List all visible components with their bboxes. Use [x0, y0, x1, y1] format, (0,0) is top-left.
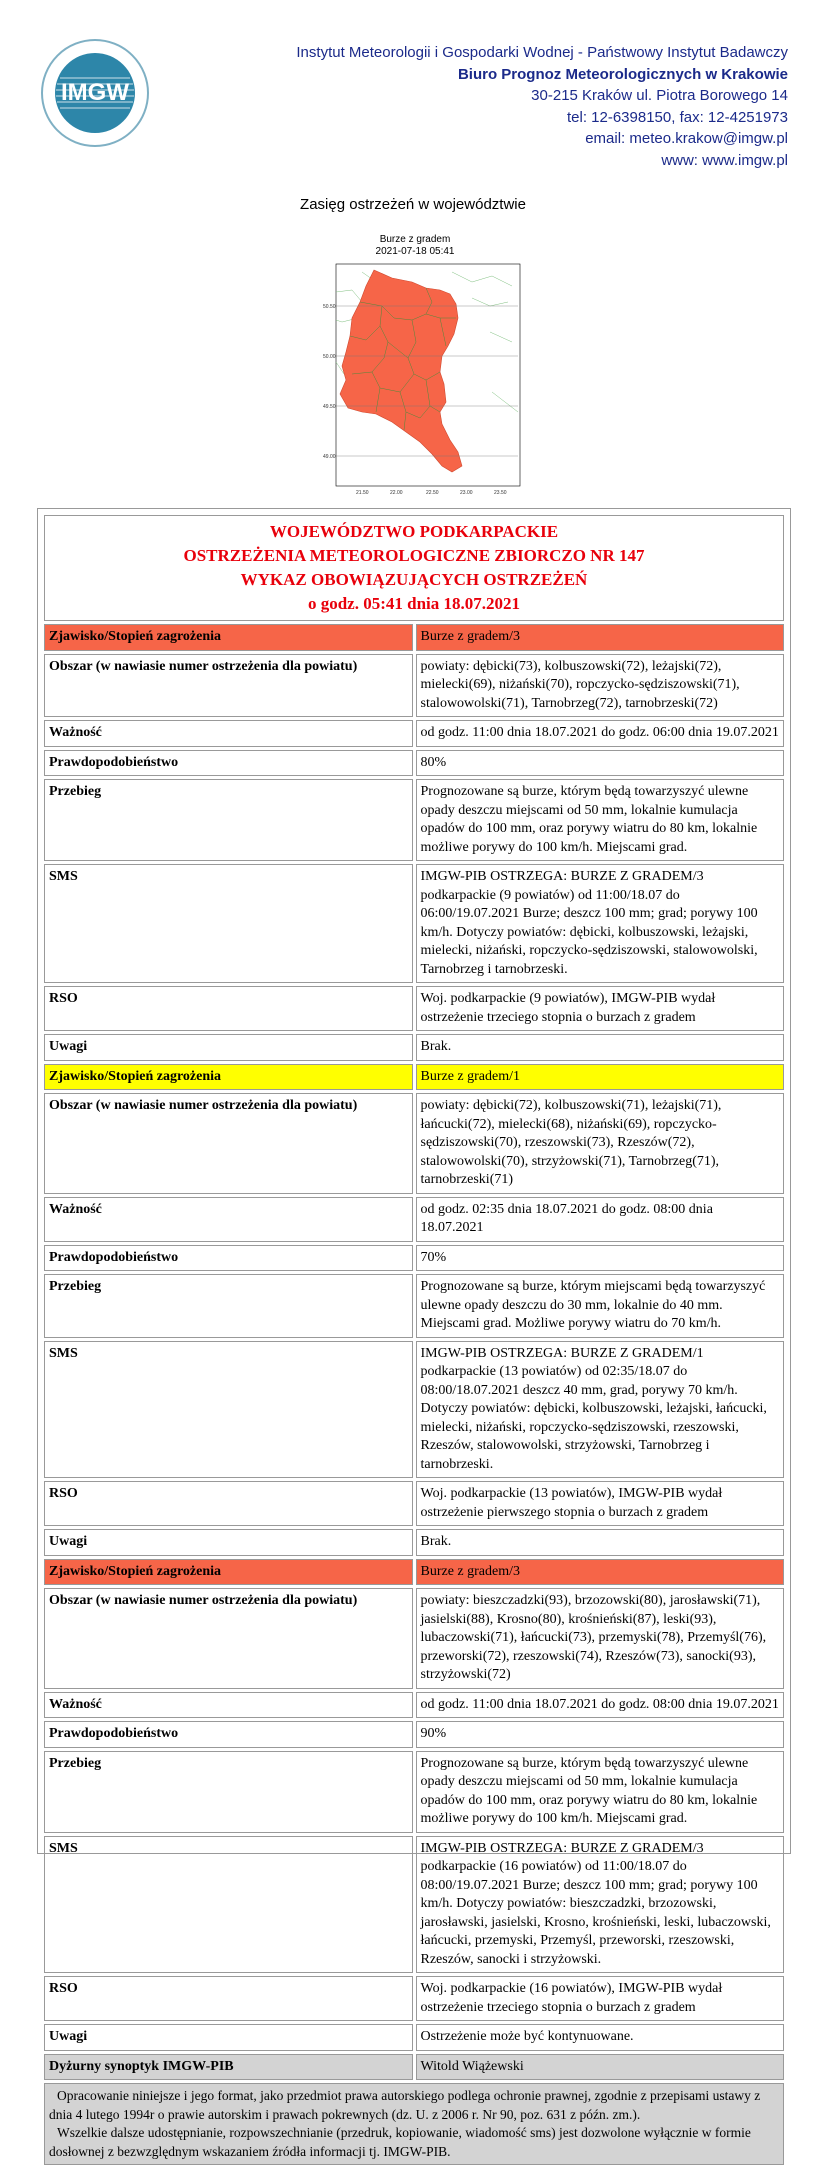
table-row: [44, 1559, 784, 1586]
sms-value: IMGW-PIB OSTRZEGA: BURZE Z GRADEM/1 podkarpackie (13 powiatów) od 02:35/18.07 do 08:00/18.07.2021 deszcz 40 mm, grad, porywy 70 km/h. Dotyczy powiatów: dębicki, kolbuszowski, leżajski, łańcucki, mielecki, niżański, ropczycko-sędziszowski, rzeszowski, Rzeszów, stalowowolski, strzyżowski, Tarnobrzeg i tarnobrzeski.: [416, 1341, 785, 1479]
sms-value: IMGW-PIB OSTRZEGA: BURZE Z GRADEM/3 podkarpackie (9 powiatów) od 11:00/18.07 do 06:00/19.07.2021 Burze; deszcz 100 mm; grad; porywy 100 km/h. Dotyczy powiatów: dębicki, kolbuszowski, leżajski, mielecki, niżański, ropczycko-sędziszowski, stalowowolski, Tarnobrzeg i tarnobrzeski.: [416, 864, 785, 983]
table-row: [44, 1197, 784, 1242]
sms-label: SMS: [44, 1341, 413, 1479]
probability-label: Prawdopodobieństwo: [44, 1721, 413, 1748]
remarks-value: Brak.: [416, 1034, 785, 1061]
table-row: [44, 1093, 784, 1194]
table-row: [44, 720, 784, 747]
address: 30-215 Kraków ul. Piotra Borowego 14: [531, 87, 788, 104]
office-name: Biuro Prognoz Meteorologicznych w Krakowie: [457, 65, 788, 83]
table-row: [44, 654, 784, 718]
page-subtitle: Zasięg ostrzeżeń w województwie: [300, 196, 526, 213]
logo-text: IMGW: [61, 79, 129, 106]
table-row: [44, 1341, 784, 1479]
phenomenon-value: Burze z gradem/1: [416, 1064, 785, 1091]
table-row: [44, 1245, 784, 1272]
x-tick: 23.50: [494, 490, 507, 496]
rso-value: Woj. podkarpackie (9 powiatów), IMGW-PIB wydał ostrzeżenie trzeciego stopnia o burzach z gradem: [416, 986, 785, 1031]
area-label: Obszar (w nawiasie numer ostrzeżenia dla powiatu): [44, 1588, 413, 1689]
document-title: [44, 515, 784, 621]
remarks-label: Uwagi: [44, 2024, 413, 2051]
table-row: [44, 1529, 784, 1556]
table-row: [44, 1692, 784, 1719]
table-row: [44, 1976, 784, 2021]
table-row: [44, 1274, 784, 1338]
course-value: Prognozowane są burze, którym będą towarzyszyć ulewne opady deszczu miejscami od 50 mm, lokalnie kumulacja opadów do 100 mm, oraz porywy wiatru do 80 km, lokalnie możliwe porywy do 100 km/h. Miejscami grad.: [416, 779, 785, 861]
warning-map: [322, 262, 522, 500]
sms-label: SMS: [44, 1836, 413, 1974]
sms-label: SMS: [44, 864, 413, 983]
rso-label: RSO: [44, 986, 413, 1031]
table-row: [44, 2024, 784, 2051]
title-row: [44, 515, 784, 621]
rso-label: RSO: [44, 1976, 413, 2021]
distribution-paragraph: Wszelkie dalsze udostępnianie, rozpowszechnianie (przedruk, kopiowanie, wiadomość sms) jest dozwolone wyłącznie w formie dosłownej z bezwzględnym wskazaniem źródła informacji tj. IMGW-PIB.: [49, 2125, 751, 2159]
title-region: WOJEWÓDZTWO PODKARPACKIE: [269, 522, 559, 541]
duty-row: [44, 2054, 784, 2081]
table-row: [44, 1034, 784, 1061]
remarks-value: Brak.: [416, 1529, 785, 1556]
table-row: [44, 1064, 784, 1091]
table-row: [44, 864, 784, 983]
probability-label: Prawdopodobieństwo: [44, 750, 413, 777]
validity-value: od godz. 11:00 dnia 18.07.2021 do godz. 06:00 dnia 19.07.2021: [416, 720, 785, 747]
institute-name: Instytut Meteorologii i Gospodarki Wodnej - Państwowy Instytut Badawczy: [296, 44, 788, 61]
area-value: powiaty: dębicki(73), kolbuszowski(72), leżajski(72), mielecki(69), niżański(70), ropczycko-sędziszowski(71), stalowowolski(71), Tarnobrzeg(72), tarnobrzeski(72): [416, 654, 785, 718]
course-label: Przebieg: [44, 779, 413, 861]
map-caption-title: Burze z gradem: [379, 234, 451, 245]
title-list: WYKAZ OBOWIĄZUJĄCYCH OSTRZEŻEŃ: [240, 570, 588, 589]
phenomenon-value: Burze z gradem/3: [416, 1559, 785, 1586]
table-row: [44, 1481, 784, 1526]
institute-info: [296, 42, 788, 171]
phenomenon-label: Zjawisko/Stopień zagrożenia: [44, 1064, 413, 1091]
phenomenon-label: Zjawisko/Stopień zagrożenia: [44, 624, 413, 651]
phenomenon-label: Zjawisko/Stopień zagrożenia: [44, 1559, 413, 1586]
validity-label: Ważność: [44, 1692, 413, 1719]
footer-row: [44, 2083, 784, 2165]
title-bulletin: OSTRZEŻENIA METEOROLOGICZNE ZBIORCZO NR 147: [183, 546, 645, 565]
table-row: [44, 1836, 784, 1974]
phone: tel: 12-6398150, fax: 12-4251973: [566, 108, 788, 126]
course-value: Prognozowane są burze, którym miejscami będą towarzyszyć ulewne opady deszczu do 30 mm, lokalnie do 40 mm. Miejscami grad. Możliwe porywy wiatru do 70 km/h.: [416, 1274, 785, 1338]
map-caption: [360, 234, 470, 258]
course-label: Przebieg: [44, 1751, 413, 1833]
rso-label: RSO: [44, 1481, 413, 1526]
map-caption-date: 2021-07-18 05:41: [375, 246, 455, 257]
email[interactable]: email: meteo.krakow@imgw.pl: [585, 130, 788, 147]
y-tick: 49.50: [323, 404, 336, 410]
y-tick: 50.50: [323, 304, 336, 310]
phenomenon-value: Burze z gradem/3: [416, 624, 785, 651]
duty-label: Dyżurny synoptyk IMGW-PIB: [44, 2054, 413, 2081]
y-tick: 50.00: [323, 354, 336, 360]
warnings-table: [41, 512, 787, 2168]
table-row: [44, 779, 784, 861]
x-tick: 21.50: [356, 490, 369, 496]
remarks-label: Uwagi: [44, 1034, 413, 1061]
area-label: Obszar (w nawiasie numer ostrzeżenia dla powiatu): [44, 1093, 413, 1194]
x-tick: 23.00: [460, 490, 473, 496]
remarks-label: Uwagi: [44, 1529, 413, 1556]
website[interactable]: www: www.imgw.pl: [661, 151, 788, 169]
table-row: [44, 750, 784, 777]
remarks-value: Ostrzeżenie może być kontynuowane.: [416, 2024, 785, 2051]
table-row: [44, 1721, 784, 1748]
course-label: Przebieg: [44, 1274, 413, 1338]
validity-value: od godz. 02:35 dnia 18.07.2021 do godz. 08:00 dnia 18.07.2021: [416, 1197, 785, 1242]
area-label: Obszar (w nawiasie numer ostrzeżenia dla powiatu): [44, 654, 413, 718]
table-row: [44, 1751, 784, 1833]
warnings-table-container: [37, 508, 791, 2159]
copyright-paragraph: Opracowanie niniejsze i jego format, jako przedmiot prawa autorskiego podlega ochronie prawnej, zgodnie z przepisami ustawy z dnia 4 lutego 1994r o prawie autorskim i prawach pokrewnych (dz. U. z 2006 r. Nr 90, poz. 631 z późn. zm.).: [49, 2088, 761, 2122]
probability-value: 80%: [416, 750, 785, 777]
validity-label: Ważność: [44, 720, 413, 747]
validity-label: Ważność: [44, 1197, 413, 1242]
title-time: o godz. 05:41 dnia 18.07.2021: [307, 594, 521, 613]
x-tick: 22.00: [390, 490, 403, 496]
rso-value: Woj. podkarpackie (16 powiatów), IMGW-PIB wydał ostrzeżenie trzeciego stopnia o burzach z gradem: [416, 1976, 785, 2021]
probability-value: 70%: [416, 1245, 785, 1272]
area-value: powiaty: bieszczadzki(93), brzozowski(80), jarosławski(71), jasielski(88), Krosno(80), krośnieński(87), leski(93), lubaczowski(71), łańcucki(73), przemyski(78), Przemyśl(76), przeworski(72), rzeszowski(74), Rzeszów(73), sanocki(93), strzyżowski(72): [416, 1588, 785, 1689]
area-value: powiaty: dębicki(72), kolbuszowski(71), leżajski(71), łańcucki(72), mielecki(68), niżański(69), ropczycko-sędziszowski(70), rzeszowski(73), Rzeszów(72), stalowowolski(70), strzyżowski(71), Tarnobrzeg(71), tarnobrzeski(71): [416, 1093, 785, 1194]
y-tick: 49.00: [323, 454, 336, 460]
validity-value: od godz. 11:00 dnia 18.07.2021 do godz. 08:00 dnia 19.07.2021: [416, 1692, 785, 1719]
table-row: [44, 1588, 784, 1689]
table-row: [44, 624, 784, 651]
sms-value: IMGW-PIB OSTRZEGA: BURZE Z GRADEM/3 podkarpackie (16 powiatów) od 11:00/18.07 do 08:00/19.07.2021 Burze; deszcz 100 mm; grad; porywy 100 km/h. Dotyczy powiatów: bieszczadzki, brzozowski, jarosławski, jasielski, Krosno, krośnieński, leski, lubaczowski, łańcucki, przemyski, Przemyśl, przeworski, rzeszowski, Rzeszów, sanocki i strzyżowski.: [416, 1836, 785, 1974]
x-tick: 22.50: [426, 490, 439, 496]
duty-name: Witold Wiążewski: [416, 2054, 785, 2081]
probability-value: 90%: [416, 1721, 785, 1748]
course-value: Prognozowane są burze, którym będą towarzyszyć ulewne opady deszczu miejscami od 50 mm, lokalnie kumulacja opadów do 100 mm, oraz porywy wiatru do 80 km, lokalnie możliwe porywy do 100 km/h. Miejscami grad.: [416, 1751, 785, 1833]
copyright-notice: [44, 2083, 784, 2165]
imgw-logo: [40, 38, 150, 148]
rso-value: Woj. podkarpackie (13 powiatów), IMGW-PIB wydał ostrzeżenie pierwszego stopnia o burzach z gradem: [416, 1481, 785, 1526]
header: [0, 0, 826, 180]
table-row: [44, 986, 784, 1031]
probability-label: Prawdopodobieństwo: [44, 1245, 413, 1272]
